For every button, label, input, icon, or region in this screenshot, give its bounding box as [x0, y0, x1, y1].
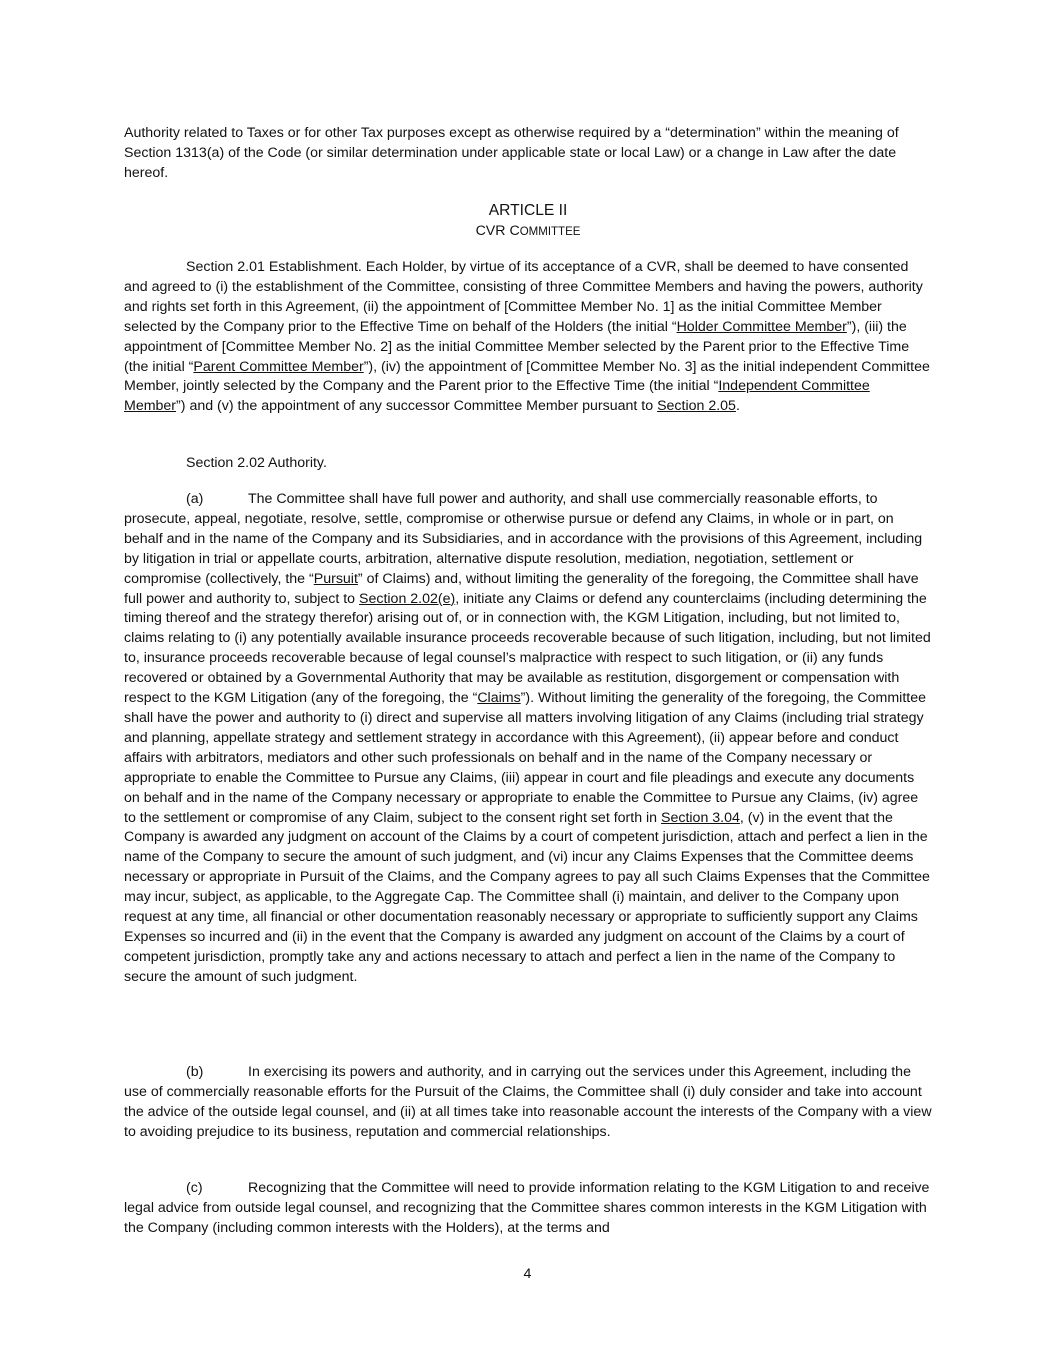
section-2-01-paragraph — [124, 258, 932, 417]
text-run: ” of Claims) and, without limiting the generality of the foregoing, the Committee shall have full power and authority to, subject to — [124, 570, 919, 607]
paragraph-a — [124, 490, 932, 988]
section-2-02-heading: Section 2.02 Authority. — [186, 455, 327, 471]
defined-term-claims: Claims — [477, 690, 521, 707]
article-subtitle-rest: OMMITTEE — [519, 226, 581, 238]
article-heading — [124, 201, 932, 242]
paragraph-c — [124, 1179, 932, 1239]
defined-term-independent-committee-member: Independent Committee Member — [124, 378, 870, 415]
paragraph-b-label: (b) — [186, 1064, 204, 1080]
text-run: , initiate any Claims or defend any counterclaims (including determining the timing thereof and the strategy therefor) arising out of, or in connection with, the KGM Litigation, including, but not limited to, claims relating to (i) any potentially available insurance proceeds recoverable because of such litigation, including, but not limited to, insurance proceeds recoverable because of legal counsel’s malpractice with respect to such litigation, or (ii) any funds recovered or obtained by a Governmental Authority that may be available as restitution, disgorgement or compensation with respect to the KGM Litigation (any of the foregoing, the “ — [124, 590, 931, 707]
cross-reference-section-2-02-e[interactable]: Section 2.02(e) — [359, 590, 456, 607]
text-run: ”). Without limiting the generality of the foregoing, the Committee shall have the power and authority to (i) direct and supervise all matters involving litigation of any Claims (including trial strategy and planning, appellate strategy and settlement strategy in accordance with this Agreement), (ii) appear before and conduct affairs with arbitrators, mediators and other such professionals on behalf and in the name of the Company necessary or appropriate to enable the Committee to Pursue any Claims, (iii) appear in court and file pleadings and execute any documents on behalf and in the name of the Company necessary or appropriate to enable the Committee to Pursue any Claims, (iv) agree to the settlement or compromise of any Claim, subject to the consent right set forth in — [124, 690, 926, 826]
text-run: In exercising its powers and authority, and in carrying out the services under this Agreement, including the use of commercially reasonable efforts for the Pursuit of the Claims, the Committee shall (i) duly consider and take into account the advice of the outside legal counsel, and (ii) at all times take into reasonable account the interests of the Company with a view to avoiding prejudice to its business, reputation and commercial relationships. — [124, 1064, 932, 1140]
paragraph-b — [124, 1063, 932, 1143]
paragraph-a-label: (a) — [186, 491, 204, 507]
defined-term-holder-committee-member: Holder Committee Member — [676, 318, 847, 335]
text-run: Each Holder, by virtue of its acceptance of a CVR, shall be deemed to have consented and agreed to (i) the establishment of the Committee, consisting of three Committee Members and having the powers, authority and rights set forth in this Agreement, (ii) the appointment of [Committee Member No. 1] as the initial Committee Member selected by the Company prior to the Effective Time on behalf of the Holders (the initial “ — [124, 259, 923, 335]
text-run: , (v) in the event that the Company is awarded any judgment on account of the Claims by a court of competent jurisdiction, attach and perfect a lien in the name of the Company to secure the amount of such judgment, and (vi) incur any Claims Expenses that the Committee deems necessary or appropriate in Pursuit of the Claims, and the Company agrees to pay all such Claims Expenses that the Committee may incur, subject, as applicable, to the Aggregate Cap. The Committee shall (i) maintain, and deliver to the Company upon request at any time, all financial or other documentation reasonably necessary or appropriate to sufficiently support any Claims Expenses so incurred and (ii) in the event that the Company is awarded any judgment on account of the Claims by a court of competent jurisdiction, promptly take any and actions necessary to attach and perfect a lien in the name of the Company to secure the amount of such judgment. — [124, 809, 930, 985]
defined-term-pursuit: Pursuit — [313, 570, 358, 587]
paragraph-c-label: (c) — [186, 1180, 203, 1196]
page-number: 4 — [523, 1266, 532, 1282]
text-run: ”) and (v) the appointment of any successor Committee Member pursuant to — [176, 398, 658, 415]
defined-term-parent-committee-member: Parent Committee Member — [193, 358, 364, 375]
article-subtitle — [124, 221, 932, 242]
text-run: Recognizing that the Committee will need to provide information relating to the KGM Litigation to and receive legal advice from outside legal counsel, and recognizing that the Committee shares common interests in the KGM Litigation with the Company (including common interests with the Holders), at the terms and — [124, 1180, 930, 1236]
continuation-paragraph: Authority related to Taxes or for other Tax purposes except as otherwise required by a “determination” within the meaning of Section 1313(a) of the Code (or similar determination under applicable state or local Law) or a change in Law after the date hereof. — [124, 125, 899, 181]
text-run: ”), (iv) the appointment of [Committee Member No. 3] as the initial independent Committee Member, jointly selected by the Company and the Parent prior to the Effective Time (the initial “ — [124, 358, 930, 395]
text-run: The Committee shall have full power and authority, and shall use commercially reasonable efforts, to prosecute, appeal, negotiate, resolve, settle, compromise or otherwise pursue or defend any Claims, in whole or in part, on behalf and in the name of the Company and its Subsidiaries, and in accordance with the provisions of this Agreement, including by litigation in trial or appellate courts, arbitration, alternative dispute resolution, mediation, negotiation, settlement or compromise (collectively, the “ — [124, 491, 923, 587]
section-2-01-heading: Section 2.01 Establishment. — [186, 259, 362, 275]
article-subtitle-cap: CVR C — [475, 223, 520, 239]
text-run: . — [735, 398, 740, 415]
text-run: ”), (iii) the appointment of [Committee Member No. 2] as the initial Committee Member selected by the Parent prior to the Effective Time (the initial “ — [124, 318, 910, 375]
article-title: ARTICLE II — [488, 202, 568, 219]
cross-reference-section-3-04[interactable]: Section 3.04 — [661, 809, 740, 826]
cross-reference-section-2-05[interactable]: Section 2.05 — [657, 398, 736, 415]
